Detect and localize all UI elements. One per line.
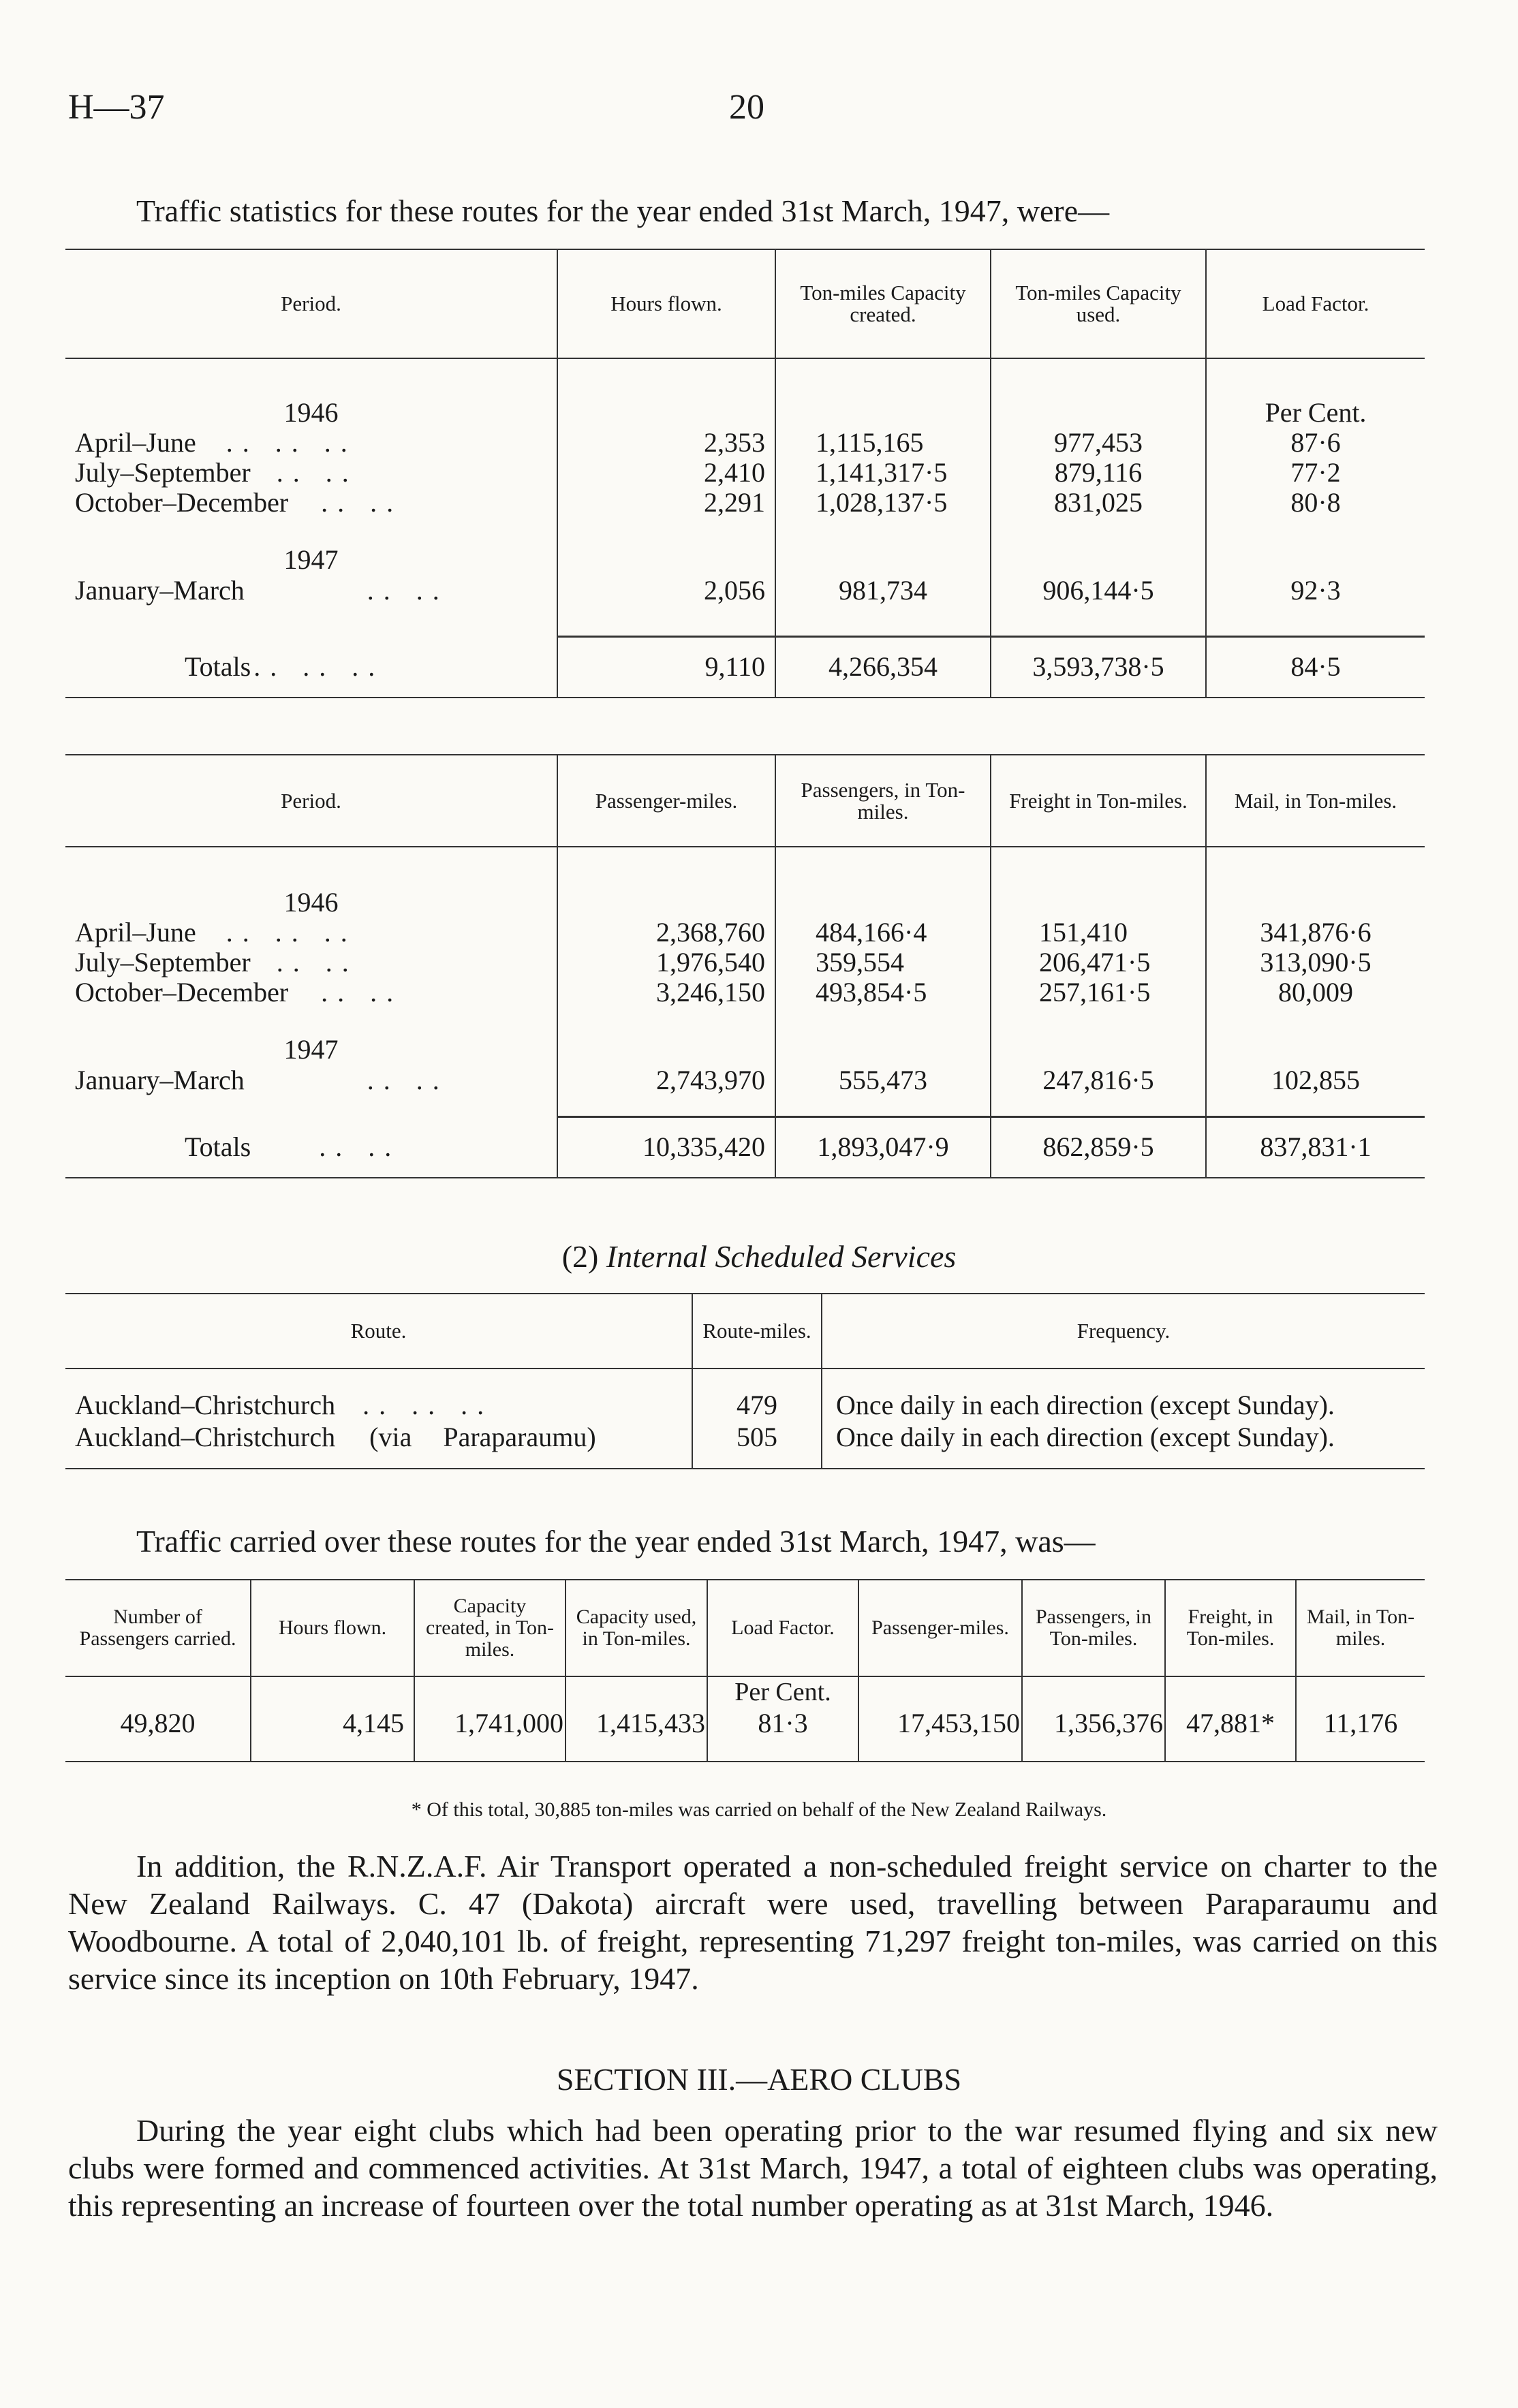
col-header-passenger-miles: Passenger-miles. bbox=[557, 755, 775, 847]
col-header-capacity-used: Capacity used, in Ton-miles. bbox=[566, 1580, 707, 1676]
table-row: July–September .. .. 2,410 1,141,317·5 879,116 77·2 bbox=[65, 458, 1425, 488]
col-header-mail: Mail, in Ton-miles. bbox=[1206, 755, 1425, 847]
col-header-passengers-ton-miles: Passengers, in Ton-miles. bbox=[1022, 1580, 1165, 1676]
footnote: * Of this total, 30,885 ton-miles was carried on behalf of the New Zealand Railways. bbox=[411, 1798, 1107, 1821]
year-label: 1947 bbox=[283, 1034, 339, 1065]
intro-traffic-statistics: Traffic statistics for these routes for the year ended 31st March, 1947, were— bbox=[136, 193, 1110, 228]
col-header-hours: Hours flown. bbox=[251, 1580, 414, 1676]
table-row: January–March .. .. 2,743,970 555,473 247,816·5 102,855 bbox=[65, 1065, 1425, 1096]
col-header-capacity-created: Ton-miles Capacity created. bbox=[775, 249, 991, 358]
table-row: July–September .. .. 1,976,540 359,554 206,471·5 313,090·5 bbox=[65, 948, 1425, 978]
table-row: January–March .. .. 2,056 981,734 906,144·5 92·3 bbox=[65, 575, 1425, 606]
year-label: 1946 bbox=[283, 397, 339, 428]
routes-table bbox=[65, 1293, 1425, 1469]
col-header-load-factor: Load Factor. bbox=[1206, 249, 1425, 358]
table-row: 49,820 4,145 1,741,000 1,415,433 81·3 17,453,150 1,356,376 47,881* 11,176 bbox=[65, 1707, 1425, 1762]
col-header-freight: Freight in Ton-miles. bbox=[991, 755, 1206, 847]
col-header-period: Period. bbox=[281, 292, 341, 315]
col-header-route-miles: Route-miles. bbox=[692, 1294, 822, 1369]
table-row: October–December .. .. 3,246,150 493,854·5 257,161·5 80,009 bbox=[65, 978, 1425, 1007]
table-row: April–June .. .. .. 2,353 1,115,165 977,453 87·6 bbox=[65, 428, 1425, 458]
col-header-passenger-miles: Passenger-miles. bbox=[858, 1580, 1022, 1676]
paragraph-aero-clubs: During the year eight clubs which had been operating prior to the war resumed flying and six new clubs were formed and commenced activities. At 31st March, 1947, a total of eighteen clubs was operating, this representing an increase of fourteen over the total number operating as at 31st March, 1946. bbox=[68, 2113, 1438, 2223]
col-header-passengers-ton-miles: Passengers, in Ton-miles. bbox=[775, 755, 991, 847]
unit-label: Per Cent. bbox=[707, 1676, 858, 1707]
traffic-statistics-table bbox=[65, 249, 1425, 698]
page-number: 20 bbox=[729, 88, 764, 127]
col-header-capacity-created: Capacity created, in Ton-miles. bbox=[414, 1580, 566, 1676]
table-row: Auckland–Christchurch .. .. .. 479 Once daily in each direction (except Sunday). bbox=[65, 1389, 1425, 1421]
document-code: H—37 bbox=[68, 88, 165, 127]
totals-row: Totals .. .. .. 9,110 4,266,354 3,593,738·5 84·5 bbox=[65, 636, 1425, 698]
table-row: Auckland–Christchurch (via Paraparaumu) 505 Once daily in each direction (except Sunday). bbox=[65, 1421, 1425, 1469]
col-header-load-factor: Load Factor. bbox=[707, 1580, 858, 1676]
col-header-mail: Mail, in Ton-miles. bbox=[1296, 1580, 1425, 1676]
year-label: 1946 bbox=[283, 887, 339, 918]
section-heading-aero-clubs: SECTION III.—AERO CLUBS bbox=[556, 2062, 962, 2097]
table-row: October–December .. .. 2,291 1,028,137·5 831,025 80·8 bbox=[65, 488, 1425, 518]
col-header-route: Route. bbox=[350, 1319, 407, 1343]
col-header-frequency: Frequency. bbox=[822, 1294, 1425, 1369]
col-header-freight: Freight, in Ton-miles. bbox=[1165, 1580, 1296, 1676]
col-header-passengers-carried: Number of Passengers carried. bbox=[79, 1606, 236, 1650]
table-row: April–June .. .. .. 2,368,760 484,166·4 151,410 341,876·6 bbox=[65, 918, 1425, 948]
section-heading-internal-services: (2) Internal Scheduled Services bbox=[561, 1239, 957, 1274]
year-label: 1947 bbox=[283, 544, 339, 575]
traffic-volume-table bbox=[65, 754, 1425, 1178]
col-header-hours: Hours flown. bbox=[557, 249, 775, 358]
col-header-period: Period. bbox=[281, 788, 341, 813]
internal-traffic-table bbox=[65, 1579, 1425, 1762]
unit-label: Per Cent. bbox=[1206, 398, 1425, 428]
col-header-capacity-used: Ton-miles Capacity used. bbox=[991, 249, 1206, 358]
intro-traffic-carried: Traffic carried over these routes for the year ended 31st March, 1947, was— bbox=[136, 1524, 1096, 1559]
totals-row: Totals .. .. 10,335,420 1,893,047·9 862,859·5 837,831·1 bbox=[65, 1116, 1425, 1178]
paragraph-rnzaf: In addition, the R.N.Z.A.F. Air Transport operated a non-scheduled freight service on charter to the New Zealand Railways. C. 47 (Dakota) aircraft were used, travelling between Paraparaumu and Woodbourne. A total of 2,040,101 lb. of freight, representing 71,297 freight ton-miles, was carried on this service since its inception on 10th February, 1947. bbox=[68, 1849, 1438, 1996]
